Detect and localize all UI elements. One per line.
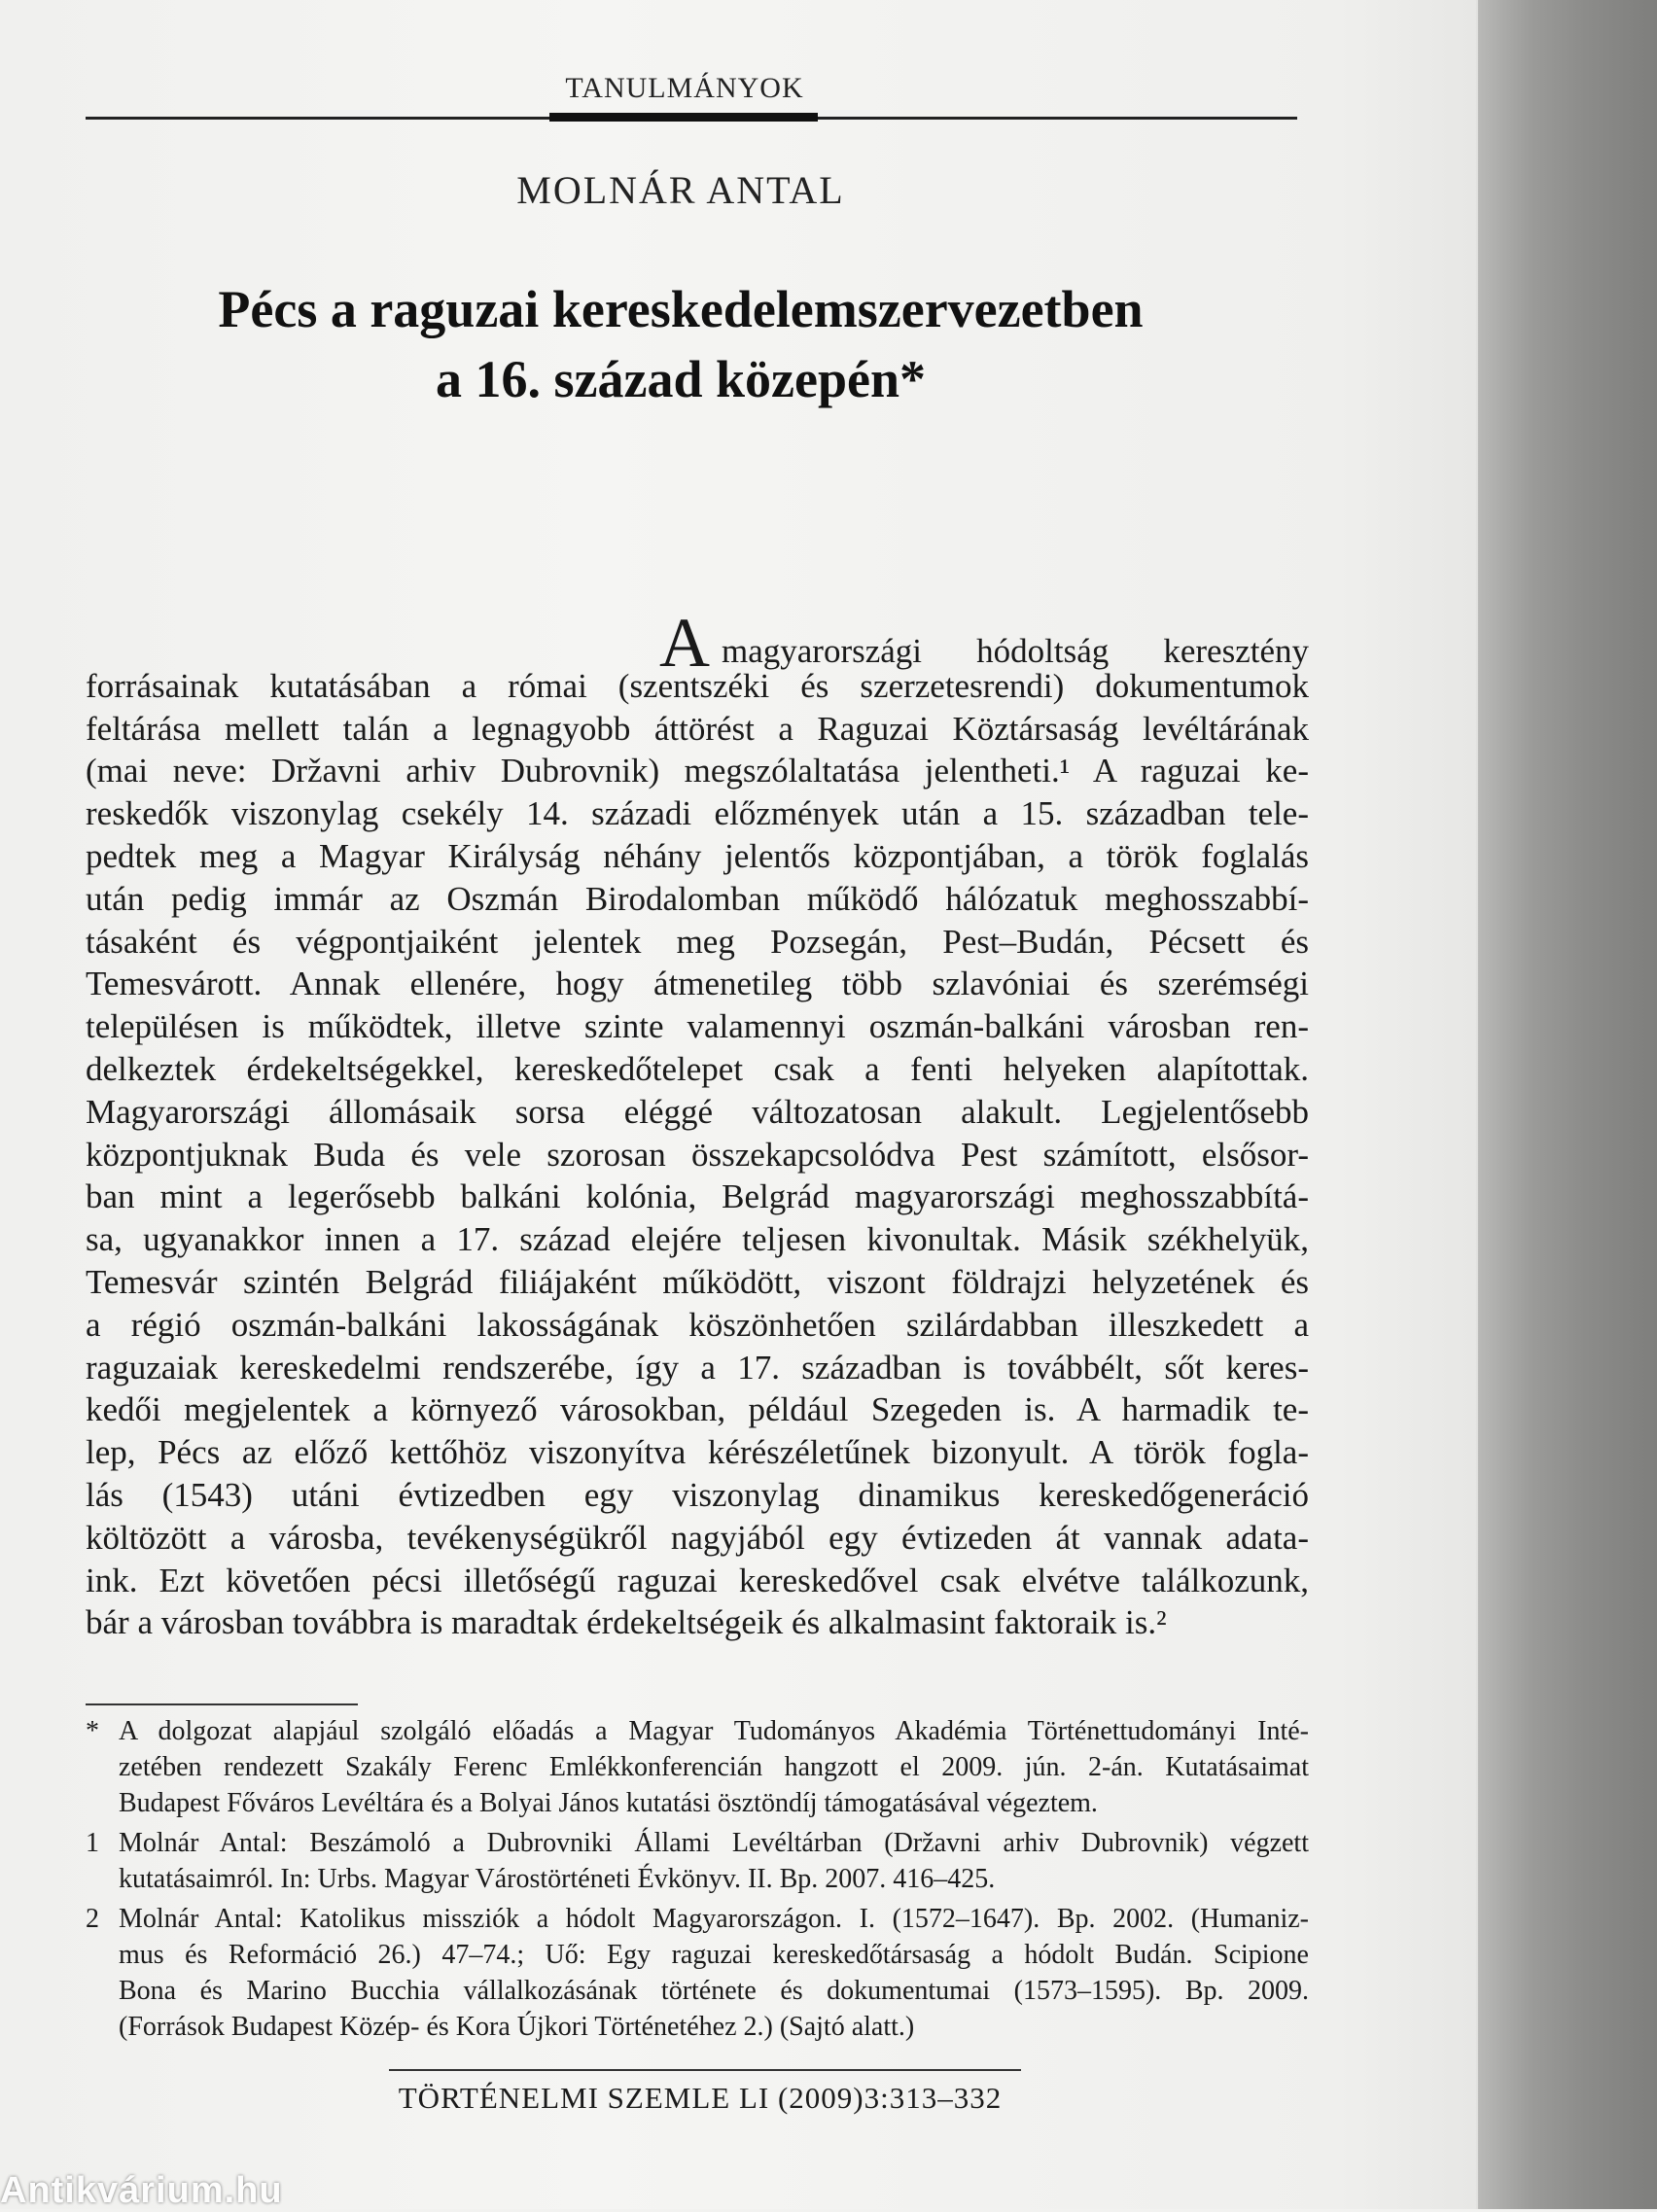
body-line: ban mint a legerősebb balkáni kolónia, Belgrád magyarországi meghosszabbítá- xyxy=(86,1177,1309,1216)
footer-rule xyxy=(389,2069,1021,2071)
body-line: ink. Ezt követően pécsi illetőségű raguzai kereskedővel csak elvétve találkozunk, xyxy=(86,1561,1309,1599)
body-line: Temesvárott. Annak ellenére, hogy átmenetileg több szlavóniai és szerémségi xyxy=(86,965,1309,1003)
body-line: után pedig immár az Oszmán Birodalomban működő hálózatuk meghosszabbí- xyxy=(86,879,1309,918)
footnote-line: (Források Budapest Közép- és Kora Újkori Történetéhez 2.) (Sajtó alatt.) xyxy=(119,2012,915,2042)
body-line: raguzaiak kereskedelmi rendszerébe, így a 17. században is továbbélt, sőt keres- xyxy=(86,1348,1309,1387)
footnote-1 xyxy=(86,1825,1309,1897)
body-line-text: magyarországi hódoltság keresztény xyxy=(722,632,1309,670)
footnote-mark: * xyxy=(86,1716,99,1746)
body-line: feltárása mellett talán a legnagyobb áttörést a Raguzai Köztársaság levéltárának xyxy=(86,709,1309,748)
body-line: forrásainak kutatásában a római (szentszéki és szerzetesrendi) dokumentumok xyxy=(86,666,1309,705)
footnote-line: mus és Reformáció 26.) 47–74.; Uő: Egy raguzai kereskedőtársaság a hódolt Budán. Scipione xyxy=(119,1940,1309,1970)
drop-cap: A xyxy=(659,604,710,682)
footnote-2 xyxy=(86,1901,1309,2045)
article-title xyxy=(136,274,1225,414)
journal-citation: TÖRTÉNELMI SZEMLE LI (2009)3:313–332 xyxy=(398,2081,1003,2115)
book-spine-shadow xyxy=(1478,0,1657,2209)
footnote-line: Budapest Főváros Levéltára és a Bolyai János kutatási ösztöndíj támogatásával végeztem. xyxy=(119,1788,1098,1818)
body-line: központjuknak Buda és vele szorosan összekapcsolódva Pest számított, elsősor- xyxy=(86,1135,1309,1174)
article-body xyxy=(86,604,1309,1644)
footnote-line: Bona és Marino Bucchia vállalkozásának története és dokumentumai (1573–1595). Bp. 2009. xyxy=(119,1976,1309,2006)
title-line: a 16. század közepén* xyxy=(436,350,926,408)
footnote-line: kutatásaimról. In: Urbs. Magyar Várostörténeti Évkönyv. II. Bp. 2007. 416–425. xyxy=(119,1864,996,1894)
body-line: delkeztek érdekeltségekkel, kereskedőtelepet csak a fenti helyeken alapítottak. xyxy=(86,1049,1309,1088)
footnote-mark: 2 xyxy=(86,1904,99,1934)
header-rule-accent xyxy=(549,113,818,122)
footnote-star xyxy=(86,1713,1309,1821)
body-line: költözött a városba, tevékenységükről nagyjából egy évtizeden át vannak adata- xyxy=(86,1518,1309,1557)
footnote-line: Molnár Antal: Beszámoló a Dubrovniki Állami Levéltárban (Državni arhiv Dubrovnik) végzett xyxy=(119,1828,1309,1858)
body-line: (mai neve: Državni arhiv Dubrovnik) megszólaltatása jelentheti.¹ A raguzai ke- xyxy=(86,752,1309,790)
footnote-line: A dolgozat alapjául szolgáló előadás a Magyar Tudományos Akadémia Történettudományi Inté- xyxy=(119,1716,1309,1746)
footnote-line: zetében rendezett Szakály Ferenc Emlékkonferencián hangzott el 2009. jún. 2-án. Kutatásaimat xyxy=(119,1752,1309,1782)
body-line: Magyarországi állomásaik sorsa eléggé változatosan alakult. Legjelentősebb xyxy=(86,1092,1309,1131)
body-line: Temesvár szintén Belgrád filiájaként működött, viszont földrajzi helyzetének és xyxy=(86,1262,1309,1301)
body-line: településen is működtek, illetve szinte valamennyi oszmán-balkáni városban ren- xyxy=(86,1007,1309,1046)
author-name: MOLNÁR ANTAL xyxy=(516,168,845,212)
body-line xyxy=(86,604,1309,682)
body-line: tásaként és végpontjaiként jelentek meg Pozsegán, Pest–Budán, Pécsett és xyxy=(86,922,1309,961)
body-line: kedői megjelentek a környező városokban, például Szegeden is. A harmadik te- xyxy=(86,1390,1309,1429)
body-line: sa, ugyanakkor innen a 17. század elejére teljesen kivonultak. Másik székhelyük, xyxy=(86,1220,1309,1259)
body-line: reskedők viszonylag csekély 14. századi előzmények után a 15. században tele- xyxy=(86,794,1309,833)
body-line: a régió oszmán-balkáni lakosságának köszönhetően szilárdabban illeszkedett a xyxy=(86,1305,1309,1344)
body-line: lep, Pécs az előző kettőhöz viszonyítva kérészéletűnek bizonyult. A török fogla- xyxy=(86,1433,1309,1472)
body-line: pedtek meg a Magyar Királyság néhány jelentős központjában, a török foglalás xyxy=(86,836,1309,875)
title-line: Pécs a raguzai kereskedelemszervezetben xyxy=(218,280,1144,338)
footnotes xyxy=(86,1713,1309,2049)
body-line: lás (1543) utáni évtizedben egy viszonylag dinamikus kereskedőgeneráció xyxy=(86,1475,1309,1514)
section-label: TANULMÁNYOK xyxy=(565,72,804,104)
footnote-line: Molnár Antal: Katolikus missziók a hódolt Magyarországon. I. (1572–1647). Bp. 2002. (Humaniz- xyxy=(119,1904,1309,1934)
footnote-rule xyxy=(86,1703,358,1705)
footnote-mark: 1 xyxy=(86,1828,99,1858)
body-line: bár a városban továbbra is maradtak érdekeltségeik és alkalmasint faktoraik is.² xyxy=(86,1603,1167,1642)
watermark: Antikvárium.hu xyxy=(0,2170,283,2211)
